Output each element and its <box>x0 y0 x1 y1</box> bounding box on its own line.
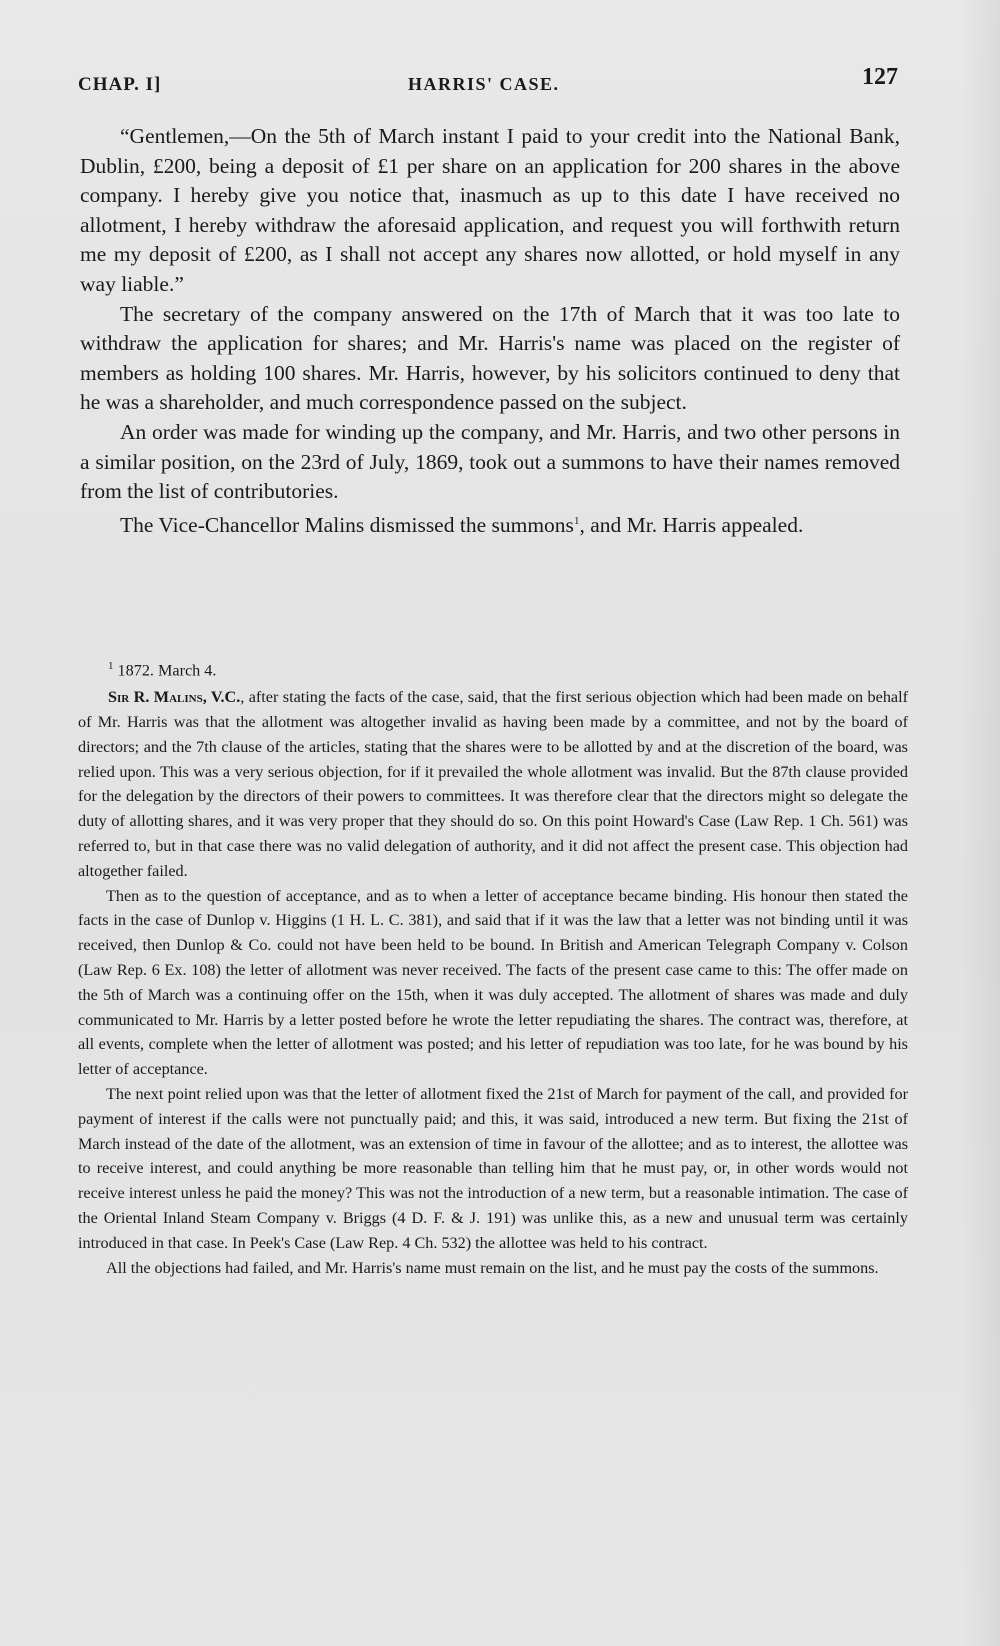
footnote-marker: 1 <box>108 660 114 672</box>
page-edge-shadow <box>960 0 1000 1646</box>
footnote-date-text: 1872. March 4. <box>117 661 217 680</box>
footnote-paragraph-text: , after stating the facts of the case, said, that the first serious objection which had been made on behalf of Mr. Harris was that the allotment was altogether invalid as having been made by a committee, and not by the board of directors; and the 7th clause of the articles, stating that the shares were to be allotted by and at the discretion of the board, was relied upon. This was a very serious objection, for if it prevailed the whole allotment was invalid. But the 87th clause provided for the delegation by the directors of their powers to committees. It was therefore clear that the directors might so delegate the duty of allotting shares, and it was very proper that they should do so. On this point Howard's Case (Law Rep. 1 Ch. 561) was referred to, but in that case there was no valid delegation of authority, and it did not affect the present case. This objection had altogether failed. <box>78 688 908 880</box>
dismissal-text-end: , and Mr. Harris appealed. <box>579 512 804 537</box>
dismissal-paragraph <box>80 507 900 541</box>
chapter-label: CHAP. I] <box>78 74 162 95</box>
footnote-reference: 1 <box>573 514 580 527</box>
page-number: 127 <box>862 64 898 90</box>
judge-name: Sir R. Malins, V.C. <box>108 688 241 707</box>
footnote-paragraph: All the objections had failed, and Mr. Harris's name must remain on the list, and he must pay the costs of the summons. <box>106 1258 879 1277</box>
letter-paragraph: “Gentlemen,—On the 5th of March instant I paid to your credit into the National Bank, Dublin, £200, being a deposit of £1 per share on an application for 200 shares in the above company. I hereby give you notice that, inasmuch as up to this date I have received no allotment, I hereby withdraw the aforesaid application, and request you will forthwith return me my deposit of £200, as I shall not accept any shares now allotted, or hold myself in any way liable.” <box>80 124 900 296</box>
footnote-date <box>78 654 908 683</box>
main-text <box>80 122 900 540</box>
footnote <box>78 654 908 1280</box>
running-title: HARRIS' CASE. <box>408 74 560 94</box>
footnote-paragraph: The next point relied upon was that the letter of allotment fixed the 21st of March for payment of the call, and provided for payment of interest if the calls were not punctually paid; and this, it was said, introduced a new term. But fixing the 21st of March instead of the date of the allotment, was an extension of time in favour of the allottee; and as to interest, the allottee was to receive interest, and could anything be more reasonable than telling him that he must pay, or, in other words would not receive interest unless he paid the money? This was not the introduction of a new term, but a reasonable intimation. The case of the Oriental Inland Steam Company v. Briggs (4 D. F. & J. 191) was unlike this, as a new and unusual term was certainly introduced in that case. In Peek's Case (Law Rep. 4 Ch. 532) the allottee was held to his contract. <box>78 1084 908 1252</box>
running-header <box>78 64 898 100</box>
dismissal-text: The Vice-Chancellor Malins dismissed the summons <box>120 512 574 537</box>
footnote-paragraph: Then as to the question of acceptance, and as to when a letter of acceptance became binding. His honour then stated the facts in the case of Dunlop v. Higgins (1 H. L. C. 381), and said that if it was the law that a letter was not binding until it was received, then Dunlop & Co. could not have been held to be bound. In British and American Telegraph Company v. Colson (Law Rep. 6 Ex. 108) the letter of allotment was never received. The facts of the present case came to this: The offer made on the 5th of March was a continuing offer on the 15th, when it was duly accepted. The allotment of shares was made and duly communicated to Mr. Harris by a letter posted before he wrote the letter repudiating the shares. The contract was, therefore, at all events, complete when the letter of allotment was posted; and his letter of repudiation was too late, for he was bound by his letter of acceptance. <box>78 886 908 1079</box>
secretary-answer-paragraph: The secretary of the company answered on the 17th of March that it was too late to withdraw the application for shares; and Mr. Harris's name was placed on the register of members as holding 100 shares. Mr. Harris, however, by his solicitors continued to deny that he was a shareholder, and much correspondence passed on the subject. <box>80 301 900 415</box>
winding-up-paragraph: An order was made for winding up the company, and Mr. Harris, and two other persons in a similar position, on the 23rd of July, 1869, took out a summons to have their names removed from the list of contributories. <box>80 419 900 504</box>
footnote-paragraph <box>78 685 908 883</box>
